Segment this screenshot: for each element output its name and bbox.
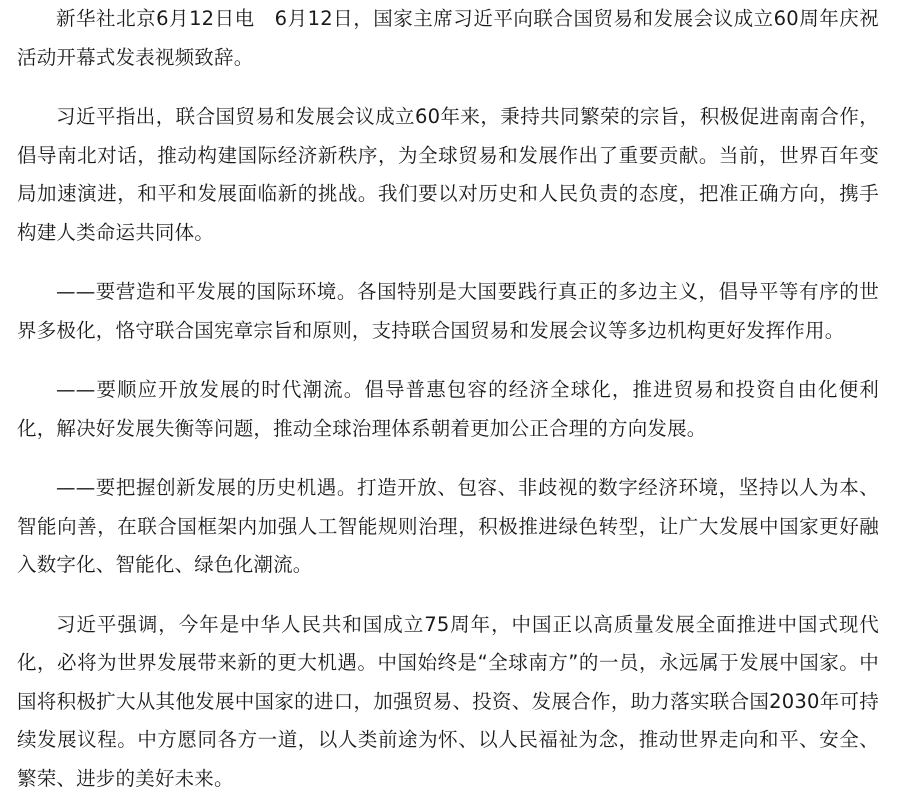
paragraph-point-openness: ——要顺应开放发展的时代潮流。倡导普惠包容的经济全球化，推进贸易和投资自由化便利化，解决好发展失衡等问题，推动全球治理体系朝着更加公正合理的方向发展。 (17, 378, 879, 440)
paragraph-main-remarks: 习近平指出，联合国贸易和发展会议成立60年来，秉持共同繁荣的宗旨，积极促进南南合作，倡导南北对话，推动构建国际经济新秩序，为全球贸易和发展作出了重要贡献。当前，世界百年变局加速演进，和平和发展面临新的挑战。我们要以对历史和人民负责的态度，把准正确方向，携手构建人类命运共同体。 (17, 105, 879, 244)
paragraph-closing: 习近平强调，今年是中华人民共和国成立75周年，中国正以高质量发展全面推进中国式现代化，必将为世界发展带来新的更大机遇。中国始终是“全球南方”的一员，永远属于发展中国家。中国将积极扩大从其他发展中国家的进口，加强贸易、投资、发展合作，助力落实联合国2030年可持续发展议程。中方愿同各方一道，以人类前途为怀、以人民福祉为念，推动世界走向和平、安全、繁荣、进步的美好未来。 (17, 612, 879, 790)
paragraph-point-peace: ——要营造和平发展的国际环境。各国特别是大国要践行真正的多边主义，倡导平等有序的世界多极化，恪守联合国宪章宗旨和原则，支持联合国贸易和发展会议等多边机构更好发挥作用。 (17, 280, 879, 342)
paragraph-dateline: 新华社北京6月12日电 6月12日，国家主席习近平向联合国贸易和发展会议成立60周年庆祝活动开幕式发表视频致辞。 (17, 7, 879, 69)
article-body (17, 0, 879, 798)
paragraph-point-innovation: ——要把握创新发展的历史机遇。打造开放、包容、非歧视的数字经济环境，坚持以人为本、智能向善，在联合国框架内加强人工智能规则治理，积极推进绿色转型，让广大发展中国家更好融入数字化、智能化、绿色化潮流。 (17, 476, 879, 576)
